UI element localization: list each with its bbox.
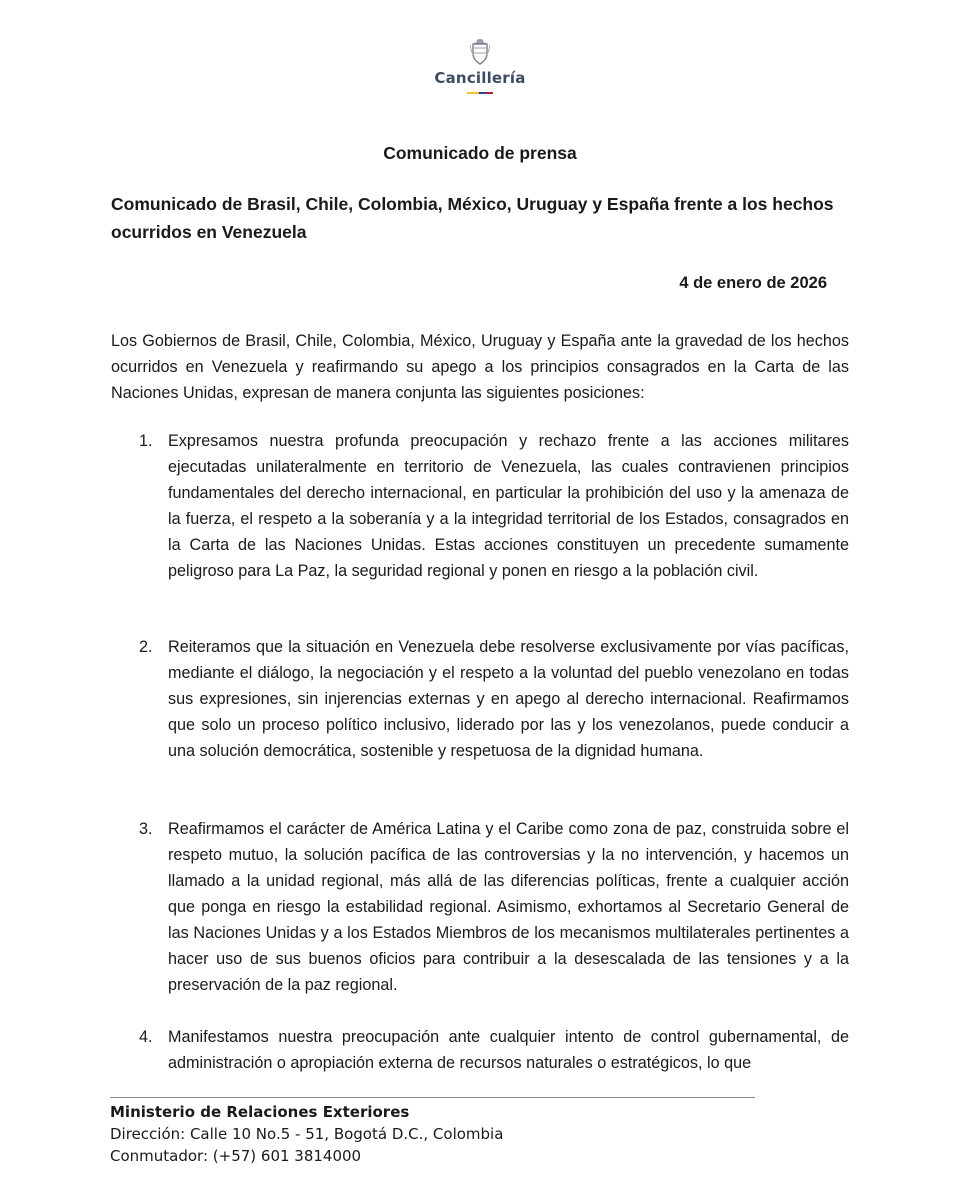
- footer-address: Dirección: Calle 10 No.5 - 51, Bogotá D.C., Colombia: [110, 1125, 504, 1143]
- cancilleria-logo: [0, 38, 960, 94]
- point-text: Manifestamos nuestra preocupación ante cualquier intento de control gubernamental, de administración o apropiación externa de recursos naturales o estratégicos, lo que: [168, 1028, 849, 1072]
- intro-paragraph: Los Gobiernos de Brasil, Chile, Colombia, México, Uruguay y España ante la gravedad de los hechos ocurridos en Venezuela y reafirmando su apego a los principios consagrados en la Carta de las Naciones Unidas, expresan de manera conjunta las siguientes posiciones:: [111, 332, 849, 402]
- brand-name: Cancillería: [434, 69, 526, 87]
- flag-stripe: [0, 92, 960, 94]
- coat-of-arms-icon: [469, 38, 491, 66]
- footer-organization: Ministerio de Relaciones Exteriores: [110, 1103, 410, 1121]
- point-number: 4.: [139, 1028, 153, 1046]
- point-number: 1.: [139, 432, 153, 450]
- flag-yellow: [467, 92, 479, 94]
- point-list-item-3: [111, 816, 849, 998]
- document-date: 4 de enero de 2026: [679, 274, 827, 292]
- point-number: 3.: [139, 820, 153, 838]
- footer: [110, 1101, 503, 1167]
- footer-phone: Conmutador: (+57) 601 3814000: [110, 1147, 362, 1165]
- point-number: 2.: [139, 638, 153, 656]
- point-text: Reafirmamos el carácter de América Latina y el Caribe como zona de paz, construida sobre el respeto mutuo, la solución pacífica de las controversias y la no intervención, y hacemos un llamado a la unidad regional, más allá de las diferencias políticas, frente a cualquier acción que ponga en riesgo la estabilidad regional. Asimismo, exhortamos al Secretario General de las Naciones Unidas y a los Estados Miembros de los mecanismos multilaterales pertinentes a hacer uso de sus buenos oficios para contribuir a la desescalada de las tensiones y a la preservación de la paz regional.: [168, 820, 849, 994]
- point-text: Expresamos nuestra profunda preocupación y rechazo frente a las acciones militares ejecutadas unilateralmente en territorio de Venezuela, las cuales contravienen principios fundamentales del derecho internacional, en particular la prohibición del uso y la amenaza de la fuerza, el respeto a la soberanía y a la integridad territorial de los Estados, consagrados en la Carta de las Naciones Unidas. Estas acciones constituyen un precedente sumamente peligroso para La Paz, la seguridad regional y ponen en riesgo a la población civil.: [168, 432, 849, 580]
- document-title: Comunicado de Brasil, Chile, Colombia, México, Uruguay y España frente a los hechos ocurridos en Venezuela: [111, 194, 834, 242]
- point-list-item-4: [111, 1024, 849, 1076]
- point-text: Reiteramos que la situación en Venezuela debe resolverse exclusivamente por vías pacíficas, mediante el diálogo, la negociación y el respeto a la voluntad del pueblo venezolano en todas sus expresiones, sin injerencias externas y en apego al derecho internacional. Reafirmamos que solo un proceso político inclusivo, liderado por las y los venezolanos, puede conducir a una solución democrática, sostenible y respetuosa de la dignidad humana.: [168, 638, 849, 760]
- footer-divider: [110, 1097, 755, 1098]
- point-list-item-1: [111, 428, 849, 584]
- flag-red: [486, 92, 493, 94]
- press-release-label: Comunicado de prensa: [383, 143, 577, 163]
- point-list-item-2: [111, 634, 849, 764]
- flag-blue: [479, 92, 486, 94]
